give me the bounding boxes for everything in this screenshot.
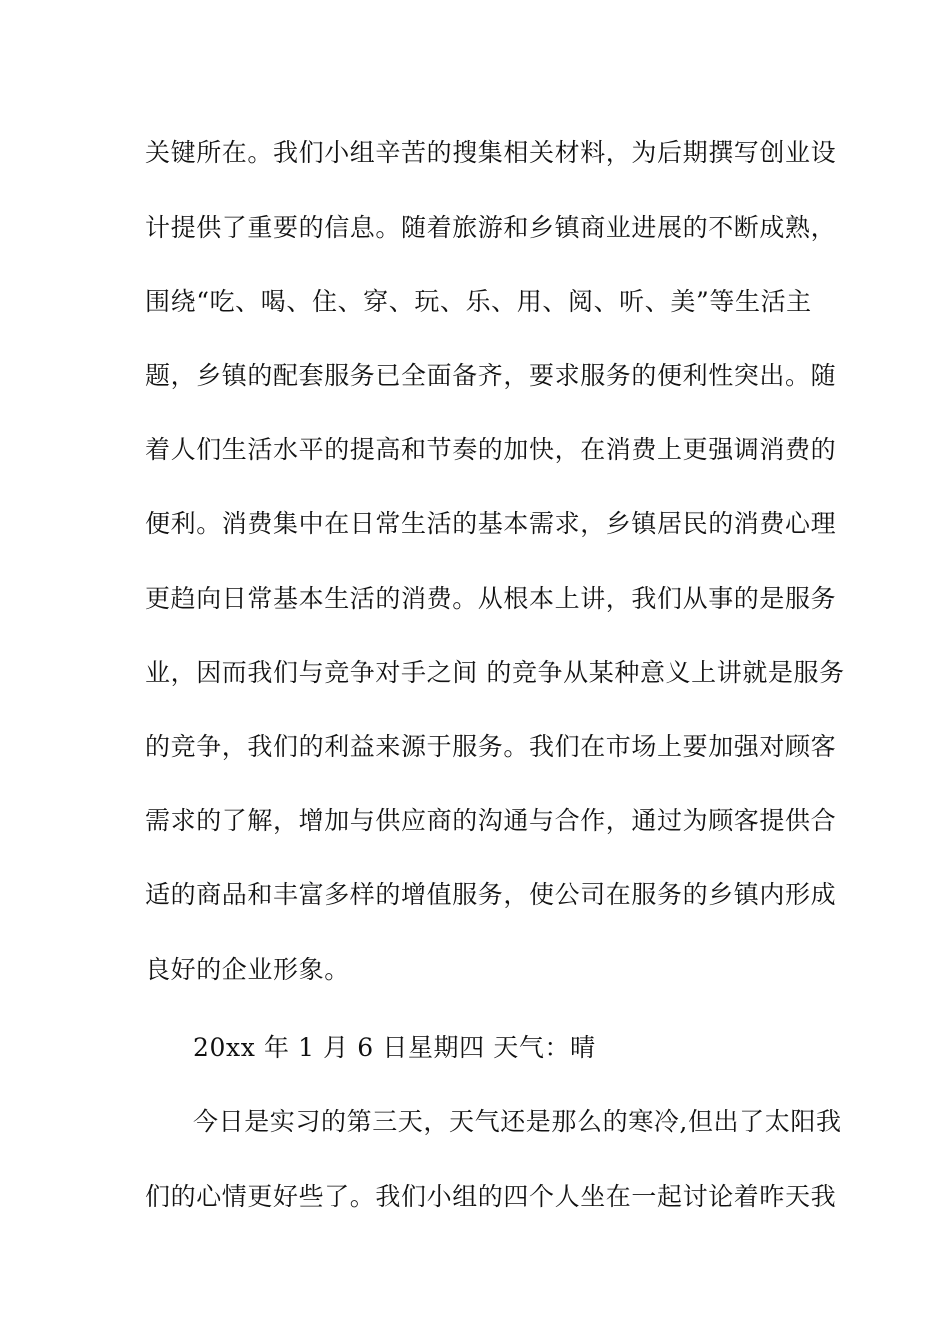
text-line: 更趋向日常基本生活的消费。从根本上讲，我们从事的是服务 xyxy=(145,584,837,613)
text-line: 题，乡镇的配套服务已全面备齐，要求服务的便利性突出。随 xyxy=(145,361,837,390)
text-line: 计提供了重要的信息。随着旅游和乡镇商业进展的不断成熟， xyxy=(145,213,837,242)
text-line: 关键所在。我们小组辛苦的搜集相关材料，为后期撰写创业设 xyxy=(145,138,837,167)
text-line: 围绕“吃、喝、住、穿、玩、乐、用、阅、听、美”等生活主 xyxy=(145,287,812,316)
text-line: 适的商品和丰富多样的增值服务，使公司在服务的乡镇内形成 xyxy=(145,880,837,909)
text-line: 需求的了解，增加与供应商的沟通与合作，通过为顾客提供合 xyxy=(145,806,837,835)
text-line: 着人们生活水平的提高和节奏的加快，在消费上更强调消费的 xyxy=(145,435,837,464)
text-line: 今日是实习的第三天，天气还是那么的寒冷,但出了太阳我 xyxy=(193,1107,842,1136)
diary-date-line: 20xx 年 1 月 6 日星期四 天气：晴 xyxy=(193,1033,596,1062)
text-line: 业，因而我们与竞争对手之间 的竞争从某种意义上讲就是服务 xyxy=(145,658,845,687)
text-line: 的竞争，我们的利益来源于服务。我们在市场上要加强对顾客 xyxy=(145,732,837,761)
text-line: 良好的企业形象。 xyxy=(145,955,350,984)
text-line: 们的心情更好些了。我们小组的四个人坐在一起讨论着昨天我 xyxy=(145,1182,837,1211)
text-line: 便利。消费集中在日常生活的基本需求，乡镇居民的消费心理 xyxy=(145,509,837,538)
